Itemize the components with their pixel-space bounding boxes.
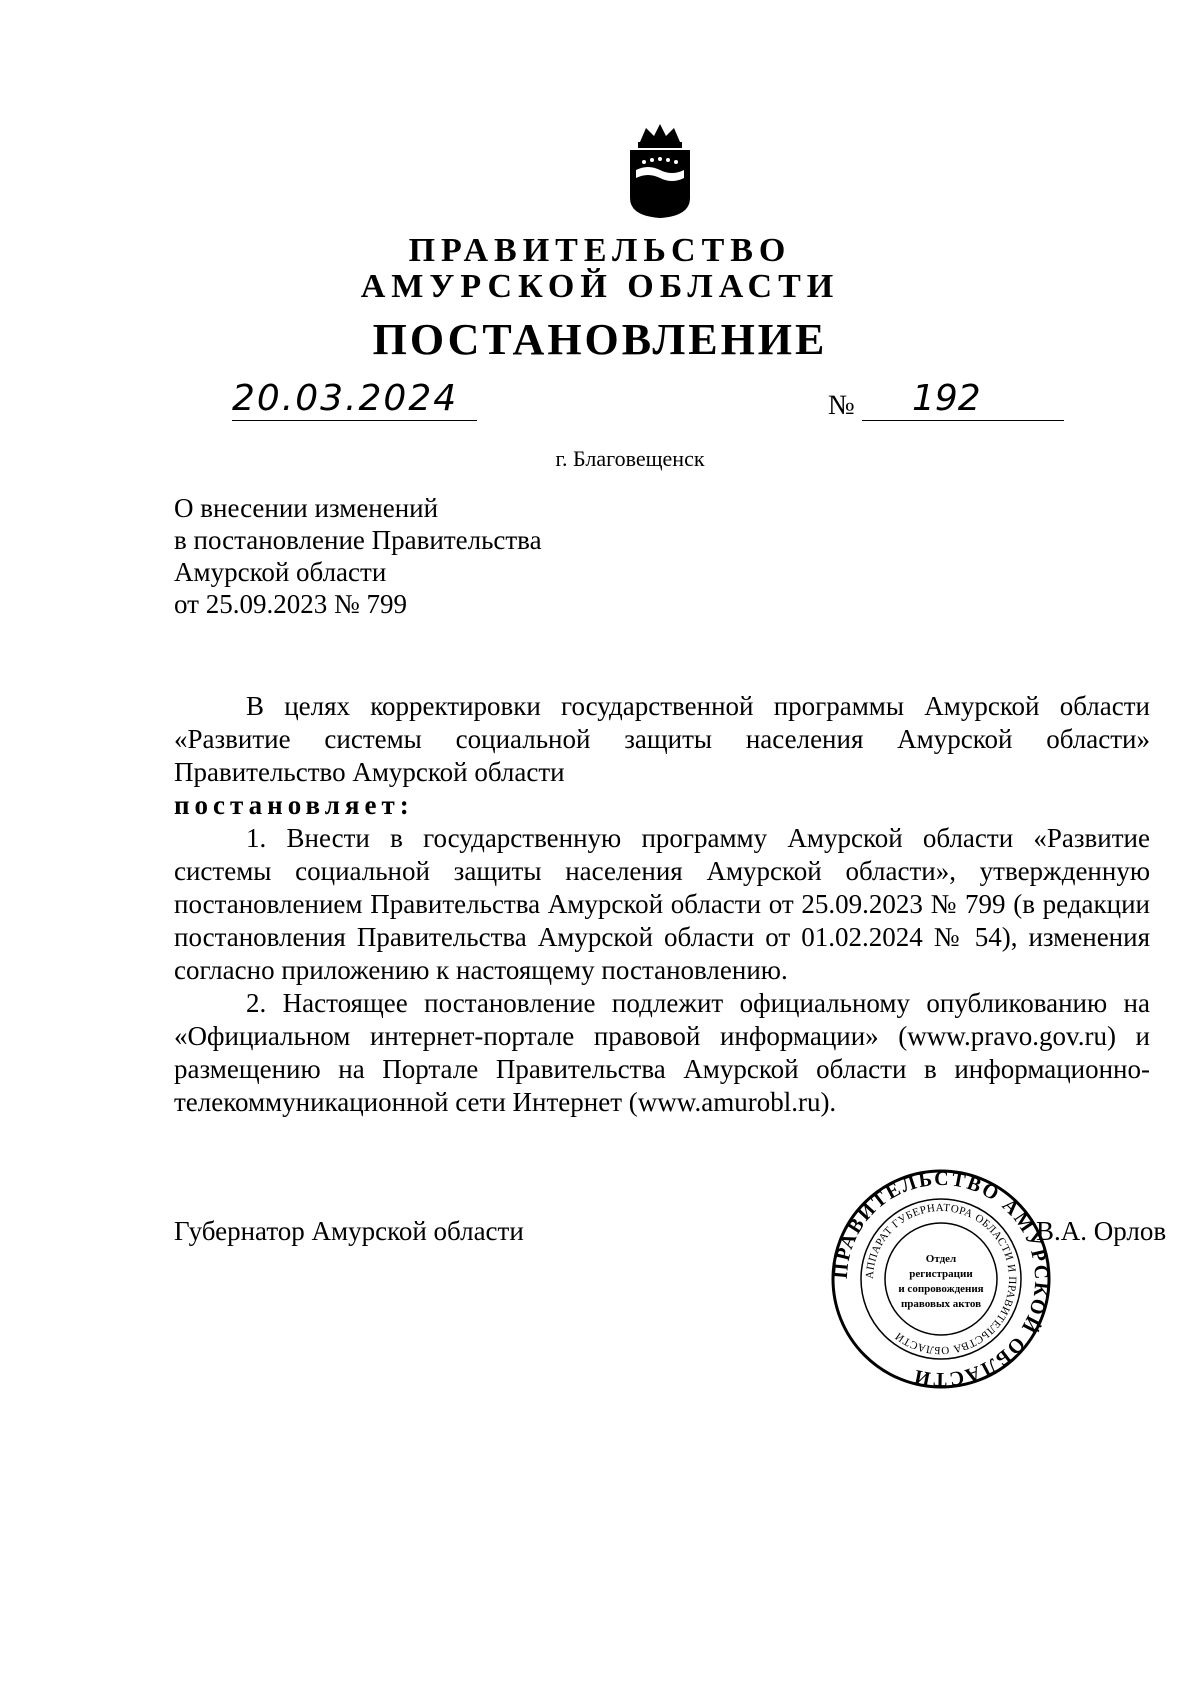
stamp-ring-text: АППАРАТ ГУБЕРНАТОРА ОБЛАСТИ И ПРАВИТЕЛЬСТВА ОБЛАСТИ	[863, 1201, 1019, 1357]
stamp-center-line: и сопровождения	[898, 1283, 984, 1295]
date-underline	[232, 420, 477, 421]
item-2: 2. Настоящее постановление подлежит официальному опубликованию на «Официальном интернет-портале правовой информации» (www.pravo.gov.ru) и размещению на Портале Правительства Амурской области в информационно-телекоммуникационной сети Интернет (www.amurobl.ru).	[174, 988, 1150, 1117]
item-1: 1. Внести в государственную программу Амурской области «Развитие системы социальной защиты населения Амурской области», утвержденную постановлением Правительства Амурской области от 25.09.2023 № 799 (в редакции постановления Правительства Амурской области от 01.02.2024 № 54), изменения согласно приложению к настоящему постановлению.	[174, 823, 1150, 985]
document-subject	[174, 492, 542, 620]
signatory-position: Губернатор Амурской области	[174, 1216, 524, 1246]
document-type: ПОСТАНОВЛЕНИЕ	[372, 315, 828, 364]
coat-of-arms-icon	[618, 120, 702, 220]
org-name-line1: ПРАВИТЕЛЬСТВО	[408, 232, 792, 269]
number-sign: №	[828, 390, 855, 421]
document-body	[174, 690, 1150, 1119]
subject-line: от 25.09.2023 № 799	[174, 589, 407, 619]
stamp-center-line: регистрации	[909, 1268, 973, 1280]
stamp-center-line: Отдел	[925, 1253, 957, 1265]
subject-line: Амурской области	[174, 557, 387, 587]
number-underline	[862, 420, 1064, 421]
org-name-line2: АМУРСКОЙ ОБЛАСТИ	[360, 268, 840, 305]
document-number: 192	[912, 378, 981, 419]
signatory-name: В.А. Орлов	[1036, 1216, 1167, 1246]
document-date: 20.03.2024	[232, 378, 459, 419]
subject-line: в постановление Правительства	[174, 525, 542, 555]
preamble: В целях корректировки государственной программы Амурской области «Развитие системы социальной защиты населения Амурской области» Правительство Амурской области	[174, 691, 1150, 787]
stamp-center-line: правовых актов	[900, 1298, 982, 1310]
decree-word: постановляет:	[174, 790, 414, 820]
city: г. Благовещенск	[555, 446, 705, 471]
official-stamp	[826, 1164, 1056, 1394]
stamp-outer-text: ПРАВИТЕЛЬСТВО АМУРСКОЙ ОБЛАСТИ	[829, 1167, 1053, 1391]
subject-line: О внесении изменений	[174, 493, 439, 523]
